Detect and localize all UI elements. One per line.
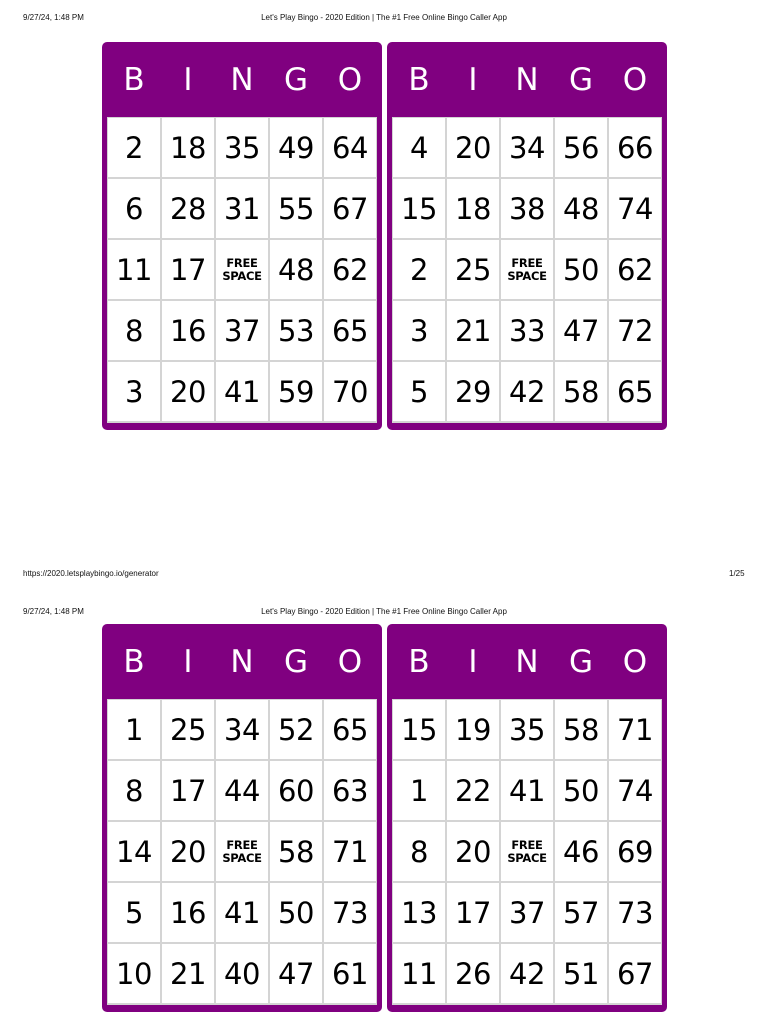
number-cell bbox=[555, 944, 607, 1003]
number-cell bbox=[162, 362, 214, 421]
number-cell bbox=[609, 301, 661, 360]
cell-number: 25 bbox=[455, 252, 491, 287]
number-cell bbox=[270, 822, 322, 881]
cell-number: 50 bbox=[563, 773, 599, 808]
number-cell bbox=[447, 883, 499, 942]
cell-number: 62 bbox=[332, 252, 368, 287]
cell-number: 59 bbox=[278, 374, 314, 409]
cell-number: 41 bbox=[509, 773, 545, 808]
cell-number: 69 bbox=[617, 834, 653, 869]
cell-number: 44 bbox=[224, 773, 260, 808]
number-cell bbox=[501, 944, 553, 1003]
number-cell bbox=[447, 362, 499, 421]
number-cell bbox=[447, 944, 499, 1003]
cell-number: 26 bbox=[455, 956, 491, 991]
cell-number: 56 bbox=[563, 130, 599, 165]
free-space-line: FREE bbox=[511, 837, 543, 852]
cell-number: 70 bbox=[332, 374, 368, 409]
cell-number: 13 bbox=[401, 895, 437, 930]
header-letter-b: B bbox=[123, 644, 145, 680]
free-space-label bbox=[507, 839, 546, 865]
number-cell bbox=[447, 301, 499, 360]
header-letter-g: G bbox=[568, 644, 594, 680]
number-cell bbox=[447, 761, 499, 820]
number-cell bbox=[609, 240, 661, 299]
cell-number: 25 bbox=[170, 712, 206, 747]
number-cell bbox=[501, 761, 553, 820]
cell-number: 58 bbox=[278, 834, 314, 869]
cell-number: 71 bbox=[617, 712, 653, 747]
cell-number: 66 bbox=[617, 130, 653, 165]
cell-number: 21 bbox=[455, 313, 491, 348]
number-cell bbox=[162, 179, 214, 238]
cell-number: 38 bbox=[509, 191, 545, 226]
number-cell bbox=[216, 179, 268, 238]
number-cell bbox=[447, 822, 499, 881]
number-cell bbox=[555, 761, 607, 820]
cell-number: 74 bbox=[617, 773, 653, 808]
bingo-card bbox=[102, 42, 382, 430]
cell-number: 47 bbox=[278, 956, 314, 991]
number-cell bbox=[393, 240, 445, 299]
cell-number: 42 bbox=[509, 374, 545, 409]
number-cell bbox=[162, 240, 214, 299]
cell-number: 50 bbox=[278, 895, 314, 930]
header-letter-o: O bbox=[337, 644, 363, 680]
cell-number: 53 bbox=[278, 313, 314, 348]
free-space-line: SPACE bbox=[507, 268, 547, 283]
cell-number: 40 bbox=[224, 956, 260, 991]
number-cell bbox=[270, 301, 322, 360]
number-grid bbox=[392, 117, 662, 423]
number-cell bbox=[324, 944, 376, 1003]
cell-number: 1 bbox=[410, 773, 428, 808]
header-letter-i: I bbox=[468, 644, 478, 680]
number-cell bbox=[555, 179, 607, 238]
cell-number: 8 bbox=[125, 773, 143, 808]
cell-number: 74 bbox=[617, 191, 653, 226]
free-space-cell bbox=[216, 822, 268, 881]
cell-number: 57 bbox=[563, 895, 599, 930]
free-space-cell bbox=[501, 240, 553, 299]
cell-number: 35 bbox=[224, 130, 260, 165]
cell-number: 5 bbox=[410, 374, 428, 409]
header-letter-n: N bbox=[230, 644, 254, 680]
header-letter-o: O bbox=[622, 62, 648, 98]
free-space-line: FREE bbox=[511, 255, 543, 270]
card-header bbox=[102, 624, 382, 699]
number-cell bbox=[324, 179, 376, 238]
cell-number: 17 bbox=[170, 252, 206, 287]
number-cell bbox=[324, 240, 376, 299]
number-cell bbox=[609, 362, 661, 421]
cell-number: 67 bbox=[617, 956, 653, 991]
cell-number: 17 bbox=[455, 895, 491, 930]
cell-number: 15 bbox=[401, 712, 437, 747]
number-cell bbox=[393, 944, 445, 1003]
number-grid bbox=[392, 699, 662, 1005]
number-cell bbox=[555, 301, 607, 360]
number-cell bbox=[108, 944, 160, 1003]
number-cell bbox=[393, 301, 445, 360]
header-letter-b: B bbox=[408, 62, 430, 98]
cell-number: 42 bbox=[509, 956, 545, 991]
number-cell bbox=[609, 883, 661, 942]
cell-number: 33 bbox=[509, 313, 545, 348]
number-cell bbox=[108, 822, 160, 881]
number-cell bbox=[270, 179, 322, 238]
cell-number: 3 bbox=[125, 374, 143, 409]
number-cell bbox=[216, 118, 268, 177]
free-space-line: FREE bbox=[226, 837, 258, 852]
number-cell bbox=[501, 883, 553, 942]
cell-number: 52 bbox=[278, 712, 314, 747]
number-cell bbox=[108, 118, 160, 177]
cell-number: 3 bbox=[410, 313, 428, 348]
header-letter-i: I bbox=[468, 62, 478, 98]
number-cell bbox=[609, 118, 661, 177]
card-header bbox=[387, 42, 667, 117]
number-cell bbox=[555, 700, 607, 759]
number-cell bbox=[324, 301, 376, 360]
number-cell bbox=[216, 761, 268, 820]
print-document-title: Let's Play Bingo - 2020 Edition | The #1 Free Online Bingo Caller App bbox=[261, 13, 507, 22]
cell-number: 18 bbox=[455, 191, 491, 226]
cell-number: 73 bbox=[332, 895, 368, 930]
cell-number: 41 bbox=[224, 374, 260, 409]
number-cell bbox=[393, 179, 445, 238]
free-space-line: FREE bbox=[226, 255, 258, 270]
cell-number: 16 bbox=[170, 313, 206, 348]
print-document-title: Let's Play Bingo - 2020 Edition | The #1 Free Online Bingo Caller App bbox=[261, 607, 507, 616]
number-cell bbox=[162, 883, 214, 942]
cell-number: 61 bbox=[332, 956, 368, 991]
number-cell bbox=[555, 118, 607, 177]
free-space-label bbox=[222, 839, 261, 865]
number-cell bbox=[447, 240, 499, 299]
free-space-cell bbox=[501, 822, 553, 881]
cell-number: 20 bbox=[455, 130, 491, 165]
number-cell bbox=[108, 179, 160, 238]
number-cell bbox=[324, 761, 376, 820]
cell-number: 58 bbox=[563, 374, 599, 409]
cell-number: 65 bbox=[332, 313, 368, 348]
cell-number: 20 bbox=[455, 834, 491, 869]
print-timestamp: 9/27/24, 1:48 PM bbox=[23, 607, 84, 616]
number-cell bbox=[555, 362, 607, 421]
number-cell bbox=[447, 118, 499, 177]
cell-number: 49 bbox=[278, 130, 314, 165]
free-space-line: SPACE bbox=[222, 268, 262, 283]
cell-number: 15 bbox=[401, 191, 437, 226]
header-letter-o: O bbox=[337, 62, 363, 98]
number-cell bbox=[501, 179, 553, 238]
cell-number: 4 bbox=[410, 130, 428, 165]
number-cell bbox=[162, 761, 214, 820]
number-cell bbox=[270, 883, 322, 942]
cell-number: 63 bbox=[332, 773, 368, 808]
free-space-cell bbox=[216, 240, 268, 299]
cell-number: 18 bbox=[170, 130, 206, 165]
number-cell bbox=[162, 301, 214, 360]
header-letter-i: I bbox=[183, 644, 193, 680]
number-cell bbox=[270, 761, 322, 820]
cell-number: 20 bbox=[170, 374, 206, 409]
number-cell bbox=[393, 118, 445, 177]
number-cell bbox=[108, 883, 160, 942]
header-letter-i: I bbox=[183, 62, 193, 98]
cell-number: 37 bbox=[509, 895, 545, 930]
cell-number: 50 bbox=[563, 252, 599, 287]
number-cell bbox=[162, 944, 214, 1003]
cell-number: 65 bbox=[332, 712, 368, 747]
cell-number: 37 bbox=[224, 313, 260, 348]
number-cell bbox=[162, 700, 214, 759]
card-header bbox=[102, 42, 382, 117]
cell-number: 55 bbox=[278, 191, 314, 226]
cell-number: 5 bbox=[125, 895, 143, 930]
cell-number: 47 bbox=[563, 313, 599, 348]
number-cell bbox=[609, 700, 661, 759]
number-cell bbox=[555, 240, 607, 299]
number-cell bbox=[162, 822, 214, 881]
bingo-card bbox=[387, 624, 667, 1012]
cell-number: 22 bbox=[455, 773, 491, 808]
number-cell bbox=[555, 883, 607, 942]
bingo-card bbox=[387, 42, 667, 430]
cell-number: 1 bbox=[125, 712, 143, 747]
number-cell bbox=[609, 761, 661, 820]
cell-number: 11 bbox=[401, 956, 437, 991]
number-grid bbox=[107, 699, 377, 1005]
number-cell bbox=[270, 944, 322, 1003]
number-cell bbox=[324, 700, 376, 759]
number-cell bbox=[393, 761, 445, 820]
header-letter-n: N bbox=[515, 62, 539, 98]
cell-number: 51 bbox=[563, 956, 599, 991]
number-cell bbox=[393, 822, 445, 881]
number-cell bbox=[447, 179, 499, 238]
free-space-label bbox=[507, 257, 546, 283]
print-url: https://2020.letsplaybingo.io/generator bbox=[23, 569, 159, 578]
cell-number: 34 bbox=[224, 712, 260, 747]
cell-number: 6 bbox=[125, 191, 143, 226]
number-cell bbox=[324, 822, 376, 881]
cell-number: 58 bbox=[563, 712, 599, 747]
cell-number: 65 bbox=[617, 374, 653, 409]
header-letter-g: G bbox=[283, 644, 309, 680]
cell-number: 17 bbox=[170, 773, 206, 808]
number-cell bbox=[108, 700, 160, 759]
number-cell bbox=[501, 301, 553, 360]
cell-number: 19 bbox=[455, 712, 491, 747]
cell-number: 2 bbox=[125, 130, 143, 165]
cell-number: 10 bbox=[116, 956, 152, 991]
cell-number: 73 bbox=[617, 895, 653, 930]
cell-number: 2 bbox=[410, 252, 428, 287]
cell-number: 28 bbox=[170, 191, 206, 226]
number-cell bbox=[609, 822, 661, 881]
number-cell bbox=[393, 362, 445, 421]
header-letter-g: G bbox=[283, 62, 309, 98]
free-space-label bbox=[222, 257, 261, 283]
number-cell bbox=[324, 362, 376, 421]
cell-number: 31 bbox=[224, 191, 260, 226]
cell-number: 64 bbox=[332, 130, 368, 165]
cell-number: 41 bbox=[224, 895, 260, 930]
print-timestamp: 9/27/24, 1:48 PM bbox=[23, 13, 84, 22]
cell-number: 16 bbox=[170, 895, 206, 930]
cell-number: 71 bbox=[332, 834, 368, 869]
header-letter-g: G bbox=[568, 62, 594, 98]
number-cell bbox=[609, 179, 661, 238]
number-grid bbox=[107, 117, 377, 423]
number-cell bbox=[108, 240, 160, 299]
number-cell bbox=[609, 944, 661, 1003]
cell-number: 29 bbox=[455, 374, 491, 409]
cell-number: 48 bbox=[563, 191, 599, 226]
number-cell bbox=[270, 240, 322, 299]
number-cell bbox=[216, 700, 268, 759]
cell-number: 35 bbox=[509, 712, 545, 747]
number-cell bbox=[270, 700, 322, 759]
cell-number: 11 bbox=[116, 252, 152, 287]
number-cell bbox=[270, 118, 322, 177]
bingo-card bbox=[102, 624, 382, 1012]
header-letter-n: N bbox=[515, 644, 539, 680]
free-space-line: SPACE bbox=[222, 850, 262, 865]
header-letter-b: B bbox=[123, 62, 145, 98]
number-cell bbox=[108, 301, 160, 360]
number-cell bbox=[162, 118, 214, 177]
free-space-line: SPACE bbox=[507, 850, 547, 865]
cell-number: 72 bbox=[617, 313, 653, 348]
cell-number: 67 bbox=[332, 191, 368, 226]
cell-number: 48 bbox=[278, 252, 314, 287]
number-cell bbox=[108, 761, 160, 820]
cell-number: 46 bbox=[563, 834, 599, 869]
cell-number: 34 bbox=[509, 130, 545, 165]
number-cell bbox=[270, 362, 322, 421]
number-cell bbox=[216, 883, 268, 942]
number-cell bbox=[324, 118, 376, 177]
cell-number: 21 bbox=[170, 956, 206, 991]
number-cell bbox=[555, 822, 607, 881]
header-letter-n: N bbox=[230, 62, 254, 98]
cell-number: 60 bbox=[278, 773, 314, 808]
cell-number: 14 bbox=[116, 834, 152, 869]
number-cell bbox=[108, 362, 160, 421]
cell-number: 8 bbox=[410, 834, 428, 869]
print-page-number: 1/25 bbox=[729, 569, 745, 578]
header-letter-o: O bbox=[622, 644, 648, 680]
cell-number: 62 bbox=[617, 252, 653, 287]
number-cell bbox=[324, 883, 376, 942]
number-cell bbox=[501, 118, 553, 177]
number-cell bbox=[393, 700, 445, 759]
number-cell bbox=[216, 944, 268, 1003]
number-cell bbox=[393, 883, 445, 942]
number-cell bbox=[501, 700, 553, 759]
number-cell bbox=[216, 362, 268, 421]
number-cell bbox=[216, 301, 268, 360]
header-letter-b: B bbox=[408, 644, 430, 680]
number-cell bbox=[447, 700, 499, 759]
card-header bbox=[387, 624, 667, 699]
cell-number: 8 bbox=[125, 313, 143, 348]
number-cell bbox=[501, 362, 553, 421]
cell-number: 20 bbox=[170, 834, 206, 869]
